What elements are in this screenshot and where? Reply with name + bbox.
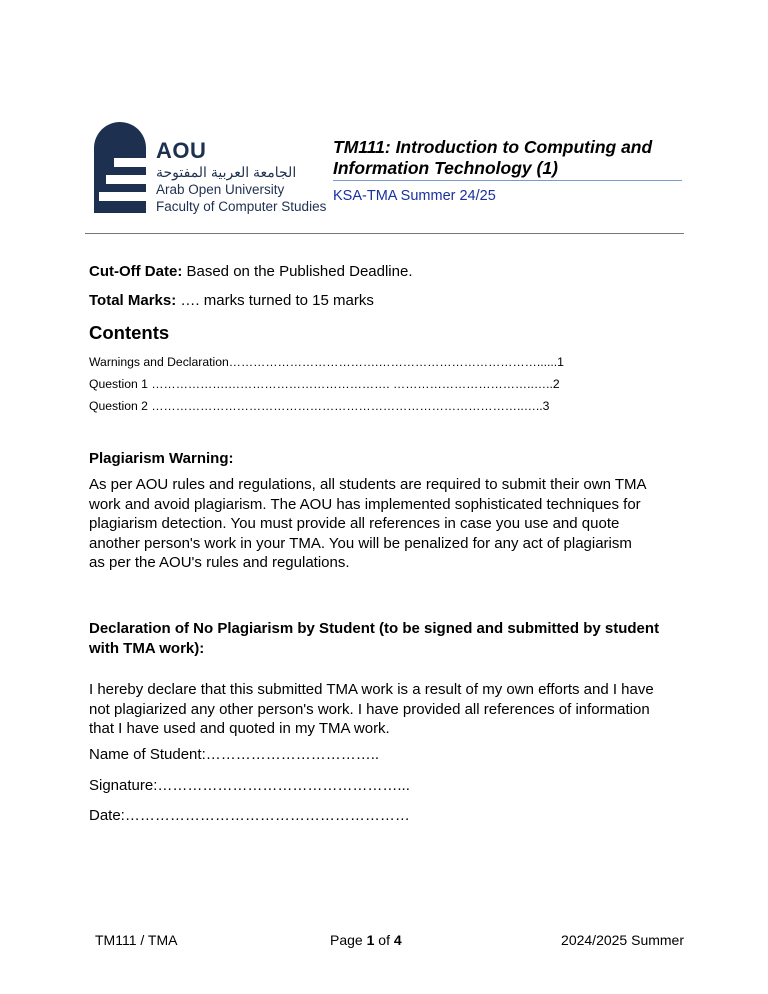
declaration-body: I hereby declare that this submitted TMA work is a result of my own efforts and I have not plagiarized any other person's work. I have provided all references of information that I have used and quoted in my TMA work.	[89, 681, 654, 737]
marks-label: Total Marks:	[89, 292, 177, 309]
logo-arabic: الجامعة العربية المفتوحة	[156, 164, 297, 180]
cutoff-date	[89, 262, 689, 282]
plagiarism-body: As per AOU rules and regulations, all students are required to submit their own TMA work and avoid plagiarism. The AOU has implemented sophisticated techniques for plagiarism detection. You must provide all references in case you use and quote another person's work in your TMA. You will be penalized for any act of plagiarism as per the AOU's rules and regulations.	[89, 476, 646, 571]
title-divider	[333, 180, 682, 181]
plagiarism-heading: Plagiarism Warning:	[89, 450, 234, 467]
page-number: Page 1 of 4	[330, 932, 402, 948]
signature-field: Signature:…………………………………………...	[89, 777, 410, 794]
toc-item[interactable]: Question 1 ……………….…………………………………. ……………………………..…..2	[89, 377, 560, 391]
student-name-field: Name of Student:……………………………..	[89, 746, 380, 763]
logo-emblem	[94, 122, 146, 213]
footer-right: 2024/2025 Summer	[561, 932, 684, 948]
course-title	[333, 137, 693, 179]
date-field: Date:…………………………………………………	[89, 807, 410, 824]
contents-heading: Contents	[89, 322, 170, 343]
aou-logo	[94, 122, 327, 214]
cutoff-label: Cut-Off Date:	[89, 263, 183, 280]
logo-name: Arab Open University	[156, 182, 285, 197]
footer-left: TM111 / TMA	[95, 932, 178, 948]
toc-item[interactable]: Warnings and Declaration……………………………….…………………………………......1	[89, 355, 564, 369]
logo-faculty: Faculty of Computer Studies	[156, 199, 327, 214]
total-marks	[89, 291, 689, 311]
cutoff-value: Based on the Published Deadline.	[182, 263, 413, 280]
header-divider	[85, 233, 684, 234]
logo-abbr: AOU	[156, 138, 207, 163]
declaration-heading: Declaration of No Plagiarism by Student (to be signed and submitted by student with TMA work):	[89, 620, 660, 657]
toc-item[interactable]: Question 2 ………………………………………………………………………………..…..3	[89, 399, 550, 413]
course-title-text: : Introduction to Computing and Information Technology (1)	[333, 137, 653, 178]
course-code: TM111	[333, 137, 385, 157]
subtitle: KSA-TMA Summer 24/25	[333, 188, 496, 204]
marks-value: …. marks turned to 15 marks	[176, 292, 374, 309]
